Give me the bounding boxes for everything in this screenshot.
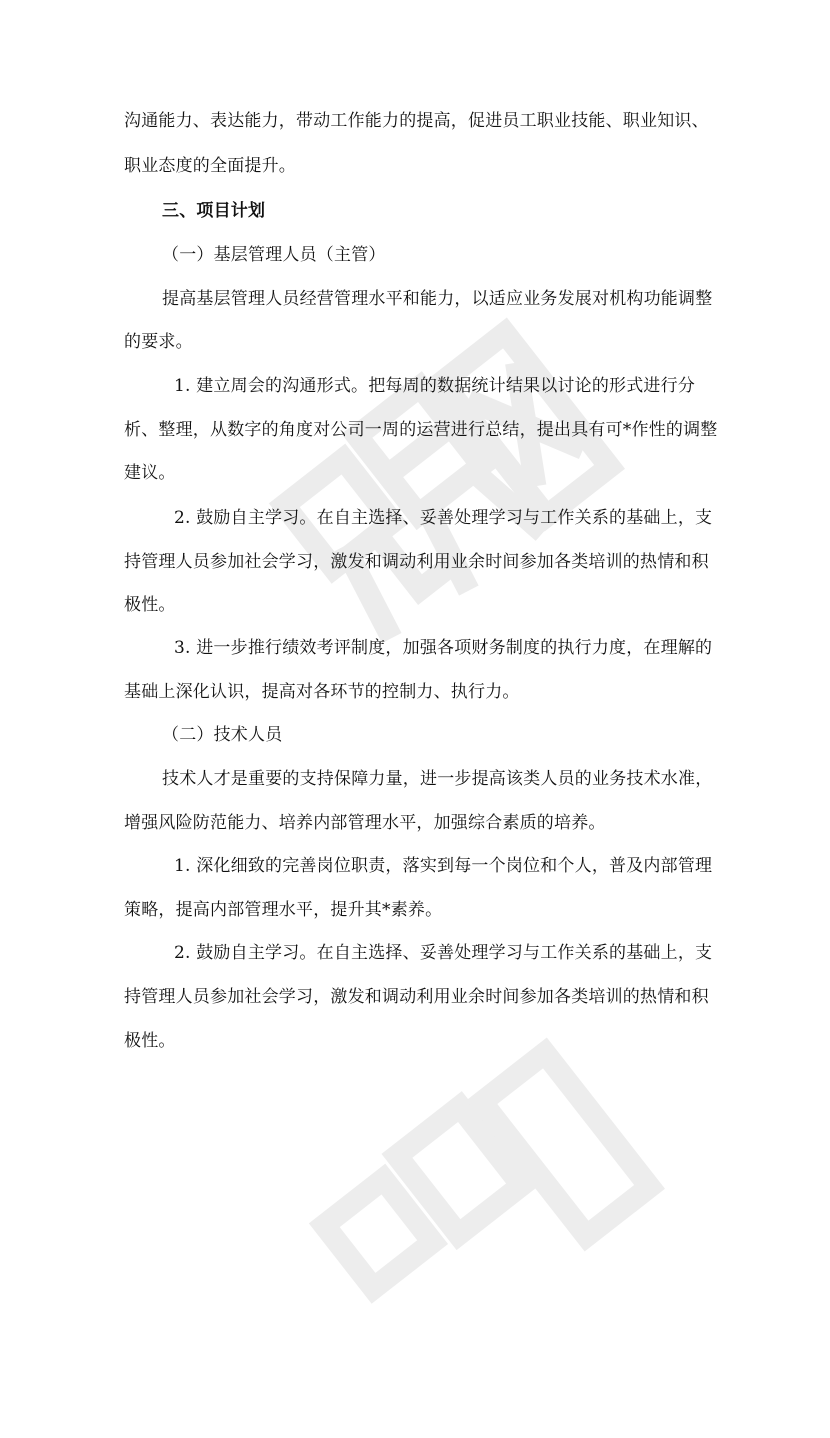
paragraph-line: 增强风险防范能力、培养内部管理水平，加强综合素质的培养。 bbox=[124, 813, 606, 833]
subsection-heading: （一）基层管理人员（主管） bbox=[162, 245, 386, 265]
section-heading: 三、项目计划 bbox=[162, 201, 266, 221]
list-item-line: 3. 进一步推行绩效考评制度，加强各项财务制度的执行力度，在理解的 bbox=[174, 638, 713, 658]
paragraph-line: 提高基层管理人员经营管理水平和能力，以适应业务发展对机构功能调整 bbox=[162, 289, 713, 309]
list-item-line: 极性。 bbox=[124, 595, 176, 615]
list-item-line: 1. 深化细致的完善岗位职责，落实到每一个岗位和个人，普及内部管理 bbox=[174, 856, 713, 876]
subsection-heading: （二）技术人员 bbox=[162, 725, 283, 745]
list-item-line: 2. 鼓励自主学习。在自主选择、妥善处理学习与工作关系的基础上，支 bbox=[174, 508, 713, 528]
list-item-line: 策略，提高内部管理水平，提升其*素养。 bbox=[124, 900, 443, 920]
list-item-line: 建议。 bbox=[124, 463, 176, 483]
list-item-line: 析、整理，从数字的角度对公司一周的运营进行总结，提出具有可*作性的调整 bbox=[124, 420, 718, 440]
paragraph-line: 沟通能力、表达能力，带动工作能力的提高，促进员工职业技能、职业知识、 bbox=[124, 111, 709, 131]
paragraph-line: 职业态度的全面提升。 bbox=[124, 156, 296, 176]
list-item-line: 持管理人员参加社会学习，激发和调动利用业余时间参加各类培训的热情和积 bbox=[124, 987, 709, 1007]
list-item-line: 1. 建立周会的沟通形式。把每周的数据统计结果以讨论的形式进行分 bbox=[174, 376, 696, 396]
list-item-line: 2. 鼓励自主学习。在自主选择、妥善处理学习与工作关系的基础上，支 bbox=[174, 943, 713, 963]
list-item-line: 极性。 bbox=[124, 1031, 176, 1051]
paragraph-line: 的要求。 bbox=[124, 332, 193, 352]
paragraph-line: 技术人才是重要的支持保障力量，进一步提高该类人员的业务技术水准， bbox=[162, 769, 713, 789]
list-item-line: 基础上深化认识，提高对各环节的控制力、执行力。 bbox=[124, 682, 520, 702]
watermark-logo-lower bbox=[265, 985, 714, 1434]
list-item-line: 持管理人员参加社会学习，激发和调动利用业余时间参加各类培训的热情和积 bbox=[124, 552, 709, 572]
